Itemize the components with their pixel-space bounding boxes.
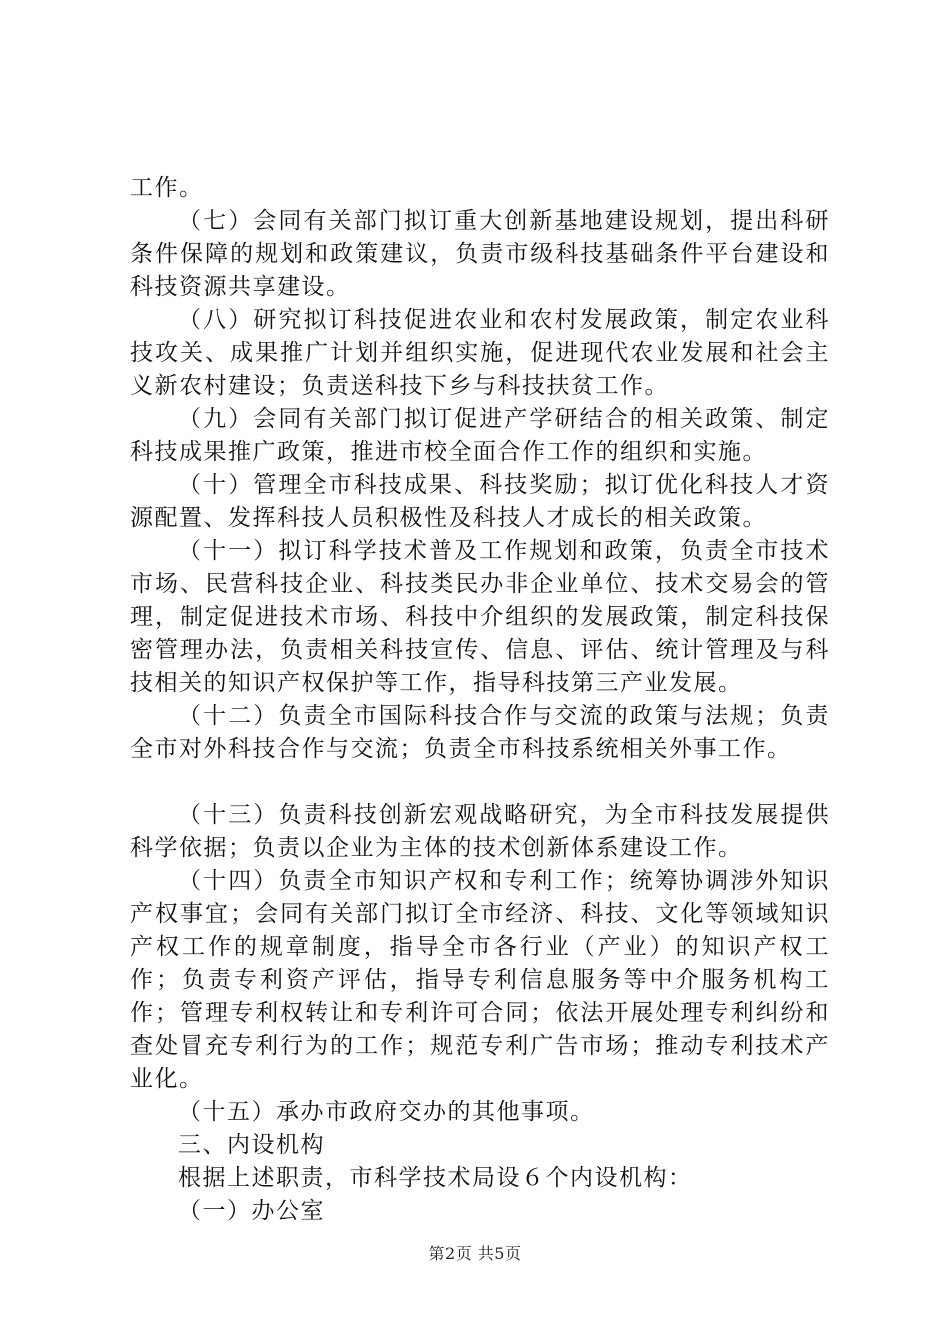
paragraph-item-7: （七）会同有关部门拟订重大创新基地建设规划，提出科研条件保障的规划和政策建议，负责市级科技基础条件平台建设和科技资源共享建设。 <box>130 208 830 300</box>
paragraph-item-15: （十五）承办市政府交办的其他事项。 <box>178 1099 595 1125</box>
section-heading-internal-structure: 三、内设机构 <box>178 1132 325 1158</box>
paragraph-item-14: （十四）负责全市知识产权和专利工作；统筹协调涉外知识产权事宜；会同有关部门拟订全市经济、科技、文化等领域知识产权工作的规章制度，指导全市各行业（产业）的知识产权工作；负责专利资产评估，指导专利信息服务等中介服务机构工作；管理专利权转让和专利许可合同；依法开展处理专利纠纷和查处冒充专利行为的工作；规范专利广告市场；推动专利技术产业化。 <box>130 868 830 1092</box>
paragraph-item-8: （八）研究拟订科技促进农业和农村发展政策，制定农业科技攻关、成果推广计划并组织实施，促进现代农业发展和社会主义新农村建设；负责送科技下乡与科技扶贫工作。 <box>130 307 830 399</box>
paragraph-item-9: （九）会同有关部门拟订促进产学研结合的相关政策、制定科技成果推广政策，推进市校全面合作工作的组织和实施。 <box>130 406 830 465</box>
paragraph-item-11: （十一）拟订科学技术普及工作规划和政策，负责全市技术市场、民营科技企业、科技类民办非企业单位、技术交易会的管理，制定促进技术市场、科技中介组织的发展政策，制定科技保密管理办法，负责相关科技宣传、信息、评估、统计管理及与科技相关的知识产权保护等工作，指导科技第三产业发展。 <box>130 538 830 696</box>
subsection-office: （一）办公室 <box>178 1198 325 1224</box>
paragraph-item-10: （十）管理全市科技成果、科技奖励；拟订优化科技人才资源配置、发挥科技人员积极性及科技人才成长的相关政策。 <box>130 472 830 531</box>
paragraph-structure-intro: 根据上述职责，市科学技术局设６个内设机构： <box>178 1165 693 1191</box>
page-number-label: 第2页 共5页 <box>428 1244 522 1263</box>
page-footer <box>0 1241 950 1264</box>
paragraph-item-12: （十二）负责全市国际科技合作与交流的政策与法规；负责全市对外科技合作与交流；负责全市科技系统相关外事工作。 <box>130 703 830 762</box>
paragraph-item-13: （十三）负责科技创新宏观战略研究，为全市科技发展提供科学依据；负责以企业为主体的技术创新体系建设工作。 <box>130 802 830 861</box>
document-body <box>130 172 830 1228</box>
paragraph-continuation: 工作。 <box>130 175 204 201</box>
